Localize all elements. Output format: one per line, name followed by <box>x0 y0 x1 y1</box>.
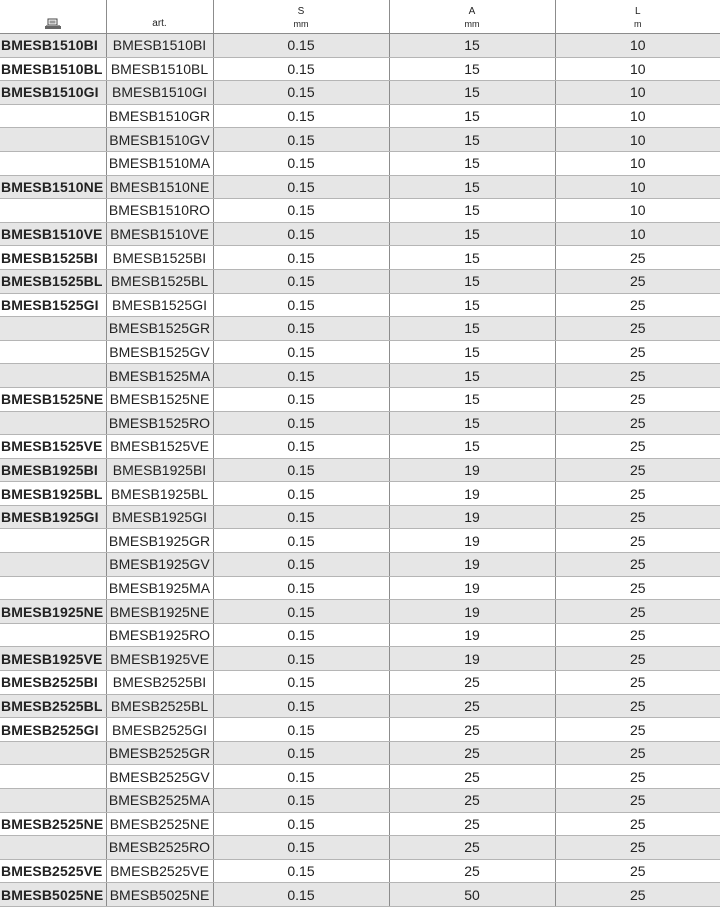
row-art-cell: BMESB1510VE <box>106 222 213 246</box>
row-code-cell <box>0 553 106 577</box>
row-s-cell: 0.15 <box>213 57 389 81</box>
row-l-cell: 25 <box>555 246 720 270</box>
row-s-cell: 0.15 <box>213 151 389 175</box>
row-s-cell: 0.15 <box>213 175 389 199</box>
row-a-cell: 19 <box>389 505 555 529</box>
table-row <box>0 293 720 317</box>
row-l-cell: 25 <box>555 364 720 388</box>
a-symbol: A <box>468 6 476 17</box>
row-l-cell: 10 <box>555 104 720 128</box>
row-a-cell: 25 <box>389 789 555 813</box>
table-row <box>0 199 720 223</box>
table-row <box>0 222 720 246</box>
row-code-cell: BMESB1510BL <box>0 57 106 81</box>
row-s-cell: 0.15 <box>213 576 389 600</box>
row-s-cell: 0.15 <box>213 364 389 388</box>
row-l-cell: 25 <box>555 741 720 765</box>
table-row <box>0 553 720 577</box>
row-art-cell: BMESB2525GI <box>106 718 213 742</box>
table-body <box>0 34 720 907</box>
row-code-cell: BMESB1925VE <box>0 647 106 671</box>
row-a-cell: 15 <box>389 128 555 152</box>
table-row <box>0 458 720 482</box>
row-a-cell: 15 <box>389 387 555 411</box>
row-code-cell <box>0 340 106 364</box>
row-l-cell: 25 <box>555 623 720 647</box>
row-code-cell: BMESB2525NE <box>0 812 106 836</box>
row-code-cell: BMESB2525BL <box>0 694 106 718</box>
row-code-cell: BMESB1510GI <box>0 81 106 105</box>
table-row <box>0 789 720 813</box>
row-l-cell: 25 <box>555 293 720 317</box>
row-art-cell: BMESB1525BI <box>106 246 213 270</box>
table-row <box>0 57 720 81</box>
row-code-cell: BMESB1525VE <box>0 435 106 459</box>
row-s-cell: 0.15 <box>213 81 389 105</box>
row-l-cell: 25 <box>555 529 720 553</box>
row-l-cell: 25 <box>555 269 720 293</box>
header-row <box>0 0 720 34</box>
row-s-cell: 0.15 <box>213 765 389 789</box>
table-row <box>0 387 720 411</box>
row-art-cell: BMESB2525MA <box>106 789 213 813</box>
row-s-cell: 0.15 <box>213 222 389 246</box>
table-row <box>0 340 720 364</box>
row-art-cell: BMESB1525GV <box>106 340 213 364</box>
row-a-cell: 15 <box>389 435 555 459</box>
row-s-cell: 0.15 <box>213 623 389 647</box>
row-s-cell: 0.15 <box>213 128 389 152</box>
row-art-cell: BMESB1510BL <box>106 57 213 81</box>
row-s-cell: 0.15 <box>213 859 389 883</box>
row-s-cell: 0.15 <box>213 647 389 671</box>
row-art-cell: BMESB2525RO <box>106 836 213 860</box>
row-a-cell: 19 <box>389 529 555 553</box>
row-code-cell: BMESB1525NE <box>0 387 106 411</box>
row-code-cell <box>0 104 106 128</box>
row-code-cell: BMESB1525BL <box>0 269 106 293</box>
row-l-cell: 25 <box>555 458 720 482</box>
row-a-cell: 15 <box>389 317 555 341</box>
row-code-cell <box>0 576 106 600</box>
row-l-cell: 10 <box>555 34 720 58</box>
row-s-cell: 0.15 <box>213 104 389 128</box>
row-code-cell <box>0 199 106 223</box>
row-art-cell: BMESB1510GR <box>106 104 213 128</box>
table-row <box>0 411 720 435</box>
row-code-cell: BMESB1925NE <box>0 600 106 624</box>
row-code-cell <box>0 128 106 152</box>
header-s <box>213 0 389 34</box>
row-a-cell: 15 <box>389 151 555 175</box>
header-a <box>389 0 555 34</box>
row-code-cell: BMESB2525VE <box>0 859 106 883</box>
row-s-cell: 0.15 <box>213 458 389 482</box>
row-s-cell: 0.15 <box>213 34 389 58</box>
row-art-cell: BMESB2525NE <box>106 812 213 836</box>
row-a-cell: 19 <box>389 553 555 577</box>
table-row <box>0 104 720 128</box>
row-l-cell: 10 <box>555 175 720 199</box>
row-art-cell: BMESB1925RO <box>106 623 213 647</box>
row-art-cell: BMESB5025NE <box>106 883 213 907</box>
row-art-cell: BMESB1525RO <box>106 411 213 435</box>
s-unit: mm <box>293 19 309 29</box>
row-a-cell: 25 <box>389 694 555 718</box>
row-art-cell: BMESB1510GI <box>106 81 213 105</box>
table-row <box>0 175 720 199</box>
stock-icon <box>44 18 62 30</box>
row-s-cell: 0.15 <box>213 293 389 317</box>
row-art-cell: BMESB1510NE <box>106 175 213 199</box>
row-a-cell: 15 <box>389 364 555 388</box>
row-a-cell: 19 <box>389 600 555 624</box>
row-art-cell: BMESB1925GV <box>106 553 213 577</box>
row-l-cell: 25 <box>555 718 720 742</box>
row-art-cell: BMESB1925MA <box>106 576 213 600</box>
row-s-cell: 0.15 <box>213 269 389 293</box>
row-a-cell: 25 <box>389 812 555 836</box>
l-unit: m <box>634 19 642 29</box>
row-code-cell: BMESB1510VE <box>0 222 106 246</box>
table-row <box>0 246 720 270</box>
row-l-cell: 25 <box>555 600 720 624</box>
row-a-cell: 50 <box>389 883 555 907</box>
row-art-cell: BMESB1525GR <box>106 317 213 341</box>
table-row <box>0 812 720 836</box>
row-l-cell: 25 <box>555 340 720 364</box>
row-a-cell: 25 <box>389 859 555 883</box>
row-code-cell <box>0 364 106 388</box>
row-code-cell: BMESB2525GI <box>0 718 106 742</box>
table-row <box>0 364 720 388</box>
row-a-cell: 25 <box>389 836 555 860</box>
row-l-cell: 10 <box>555 81 720 105</box>
header-l <box>555 0 720 34</box>
row-art-cell: BMESB1925VE <box>106 647 213 671</box>
row-code-cell: BMESB1510BI <box>0 34 106 58</box>
row-s-cell: 0.15 <box>213 883 389 907</box>
row-s-cell: 0.15 <box>213 789 389 813</box>
row-l-cell: 25 <box>555 435 720 459</box>
row-l-cell: 10 <box>555 128 720 152</box>
table-row <box>0 600 720 624</box>
row-art-cell: BMESB1925GI <box>106 505 213 529</box>
row-art-cell: BMESB2525GV <box>106 765 213 789</box>
row-s-cell: 0.15 <box>213 411 389 435</box>
row-s-cell: 0.15 <box>213 387 389 411</box>
row-a-cell: 15 <box>389 57 555 81</box>
row-a-cell: 19 <box>389 576 555 600</box>
table-row <box>0 694 720 718</box>
row-l-cell: 10 <box>555 199 720 223</box>
row-l-cell: 25 <box>555 789 720 813</box>
table-row <box>0 435 720 459</box>
table-row <box>0 741 720 765</box>
row-s-cell: 0.15 <box>213 694 389 718</box>
row-a-cell: 25 <box>389 671 555 695</box>
table-row <box>0 836 720 860</box>
row-art-cell: BMESB1525VE <box>106 435 213 459</box>
row-a-cell: 15 <box>389 411 555 435</box>
row-l-cell: 10 <box>555 222 720 246</box>
table-row <box>0 529 720 553</box>
table-row <box>0 859 720 883</box>
row-code-cell: BMESB1525BI <box>0 246 106 270</box>
table-row <box>0 317 720 341</box>
row-l-cell: 25 <box>555 883 720 907</box>
table-row <box>0 765 720 789</box>
table-row <box>0 151 720 175</box>
row-l-cell: 25 <box>555 765 720 789</box>
table-row <box>0 34 720 58</box>
row-art-cell: BMESB1510GV <box>106 128 213 152</box>
row-l-cell: 25 <box>555 505 720 529</box>
row-art-cell: BMESB1925BL <box>106 482 213 506</box>
row-l-cell: 25 <box>555 671 720 695</box>
row-code-cell <box>0 741 106 765</box>
row-a-cell: 15 <box>389 104 555 128</box>
table-row <box>0 128 720 152</box>
row-art-cell: BMESB1510RO <box>106 199 213 223</box>
row-s-cell: 0.15 <box>213 553 389 577</box>
row-a-cell: 19 <box>389 623 555 647</box>
row-a-cell: 25 <box>389 718 555 742</box>
row-s-cell: 0.15 <box>213 812 389 836</box>
row-code-cell <box>0 411 106 435</box>
row-art-cell: BMESB2525BL <box>106 694 213 718</box>
table-row <box>0 647 720 671</box>
row-art-cell: BMESB1525MA <box>106 364 213 388</box>
row-s-cell: 0.15 <box>213 435 389 459</box>
row-code-cell: BMESB2525BI <box>0 671 106 695</box>
row-code-cell <box>0 765 106 789</box>
row-art-cell: BMESB1510BI <box>106 34 213 58</box>
row-s-cell: 0.15 <box>213 482 389 506</box>
table-row <box>0 505 720 529</box>
row-s-cell: 0.15 <box>213 836 389 860</box>
row-a-cell: 15 <box>389 293 555 317</box>
l-symbol: L <box>634 6 641 17</box>
row-a-cell: 15 <box>389 81 555 105</box>
row-a-cell: 25 <box>389 741 555 765</box>
row-a-cell: 15 <box>389 199 555 223</box>
row-s-cell: 0.15 <box>213 741 389 765</box>
row-a-cell: 15 <box>389 246 555 270</box>
row-art-cell: BMESB1925NE <box>106 600 213 624</box>
row-art-cell: BMESB1510MA <box>106 151 213 175</box>
header-icon-cell <box>0 0 106 34</box>
row-code-cell <box>0 623 106 647</box>
row-s-cell: 0.15 <box>213 671 389 695</box>
row-s-cell: 0.15 <box>213 505 389 529</box>
row-art-cell: BMESB1925GR <box>106 529 213 553</box>
row-art-cell: BMESB2525BI <box>106 671 213 695</box>
table-row <box>0 81 720 105</box>
row-art-cell: BMESB1525NE <box>106 387 213 411</box>
row-l-cell: 25 <box>555 482 720 506</box>
row-l-cell: 25 <box>555 387 720 411</box>
row-code-cell <box>0 151 106 175</box>
row-code-cell: BMESB5025NE <box>0 883 106 907</box>
table-row <box>0 576 720 600</box>
row-s-cell: 0.15 <box>213 340 389 364</box>
row-s-cell: 0.15 <box>213 317 389 341</box>
row-a-cell: 15 <box>389 269 555 293</box>
row-art-cell: BMESB2525VE <box>106 859 213 883</box>
row-code-cell: BMESB1510NE <box>0 175 106 199</box>
table-row <box>0 269 720 293</box>
row-code-cell <box>0 836 106 860</box>
row-s-cell: 0.15 <box>213 246 389 270</box>
row-s-cell: 0.15 <box>213 529 389 553</box>
row-l-cell: 25 <box>555 836 720 860</box>
row-code-cell <box>0 789 106 813</box>
row-art-cell: BMESB1525BL <box>106 269 213 293</box>
table-row <box>0 883 720 907</box>
row-l-cell: 25 <box>555 411 720 435</box>
art-label: art. <box>152 18 167 29</box>
table-row <box>0 623 720 647</box>
row-a-cell: 25 <box>389 765 555 789</box>
row-a-cell: 15 <box>389 340 555 364</box>
header-art <box>106 0 213 34</box>
row-a-cell: 19 <box>389 458 555 482</box>
row-a-cell: 15 <box>389 222 555 246</box>
a-unit: mm <box>464 19 480 29</box>
row-art-cell: BMESB1525GI <box>106 293 213 317</box>
row-code-cell: BMESB1525GI <box>0 293 106 317</box>
row-l-cell: 25 <box>555 694 720 718</box>
row-l-cell: 10 <box>555 151 720 175</box>
row-code-cell: BMESB1925BI <box>0 458 106 482</box>
table-row <box>0 718 720 742</box>
row-art-cell: BMESB1925BI <box>106 458 213 482</box>
row-a-cell: 15 <box>389 34 555 58</box>
row-code-cell <box>0 529 106 553</box>
row-code-cell: BMESB1925BL <box>0 482 106 506</box>
row-l-cell: 25 <box>555 859 720 883</box>
row-code-cell: BMESB1925GI <box>0 505 106 529</box>
row-l-cell: 25 <box>555 553 720 577</box>
row-code-cell <box>0 317 106 341</box>
row-a-cell: 15 <box>389 175 555 199</box>
row-s-cell: 0.15 <box>213 199 389 223</box>
row-art-cell: BMESB2525GR <box>106 741 213 765</box>
table-row <box>0 671 720 695</box>
row-l-cell: 10 <box>555 57 720 81</box>
row-s-cell: 0.15 <box>213 600 389 624</box>
row-l-cell: 25 <box>555 317 720 341</box>
row-a-cell: 19 <box>389 482 555 506</box>
row-l-cell: 25 <box>555 647 720 671</box>
row-l-cell: 25 <box>555 812 720 836</box>
s-symbol: S <box>297 6 305 17</box>
row-s-cell: 0.15 <box>213 718 389 742</box>
row-l-cell: 25 <box>555 576 720 600</box>
table-row <box>0 482 720 506</box>
row-a-cell: 19 <box>389 647 555 671</box>
